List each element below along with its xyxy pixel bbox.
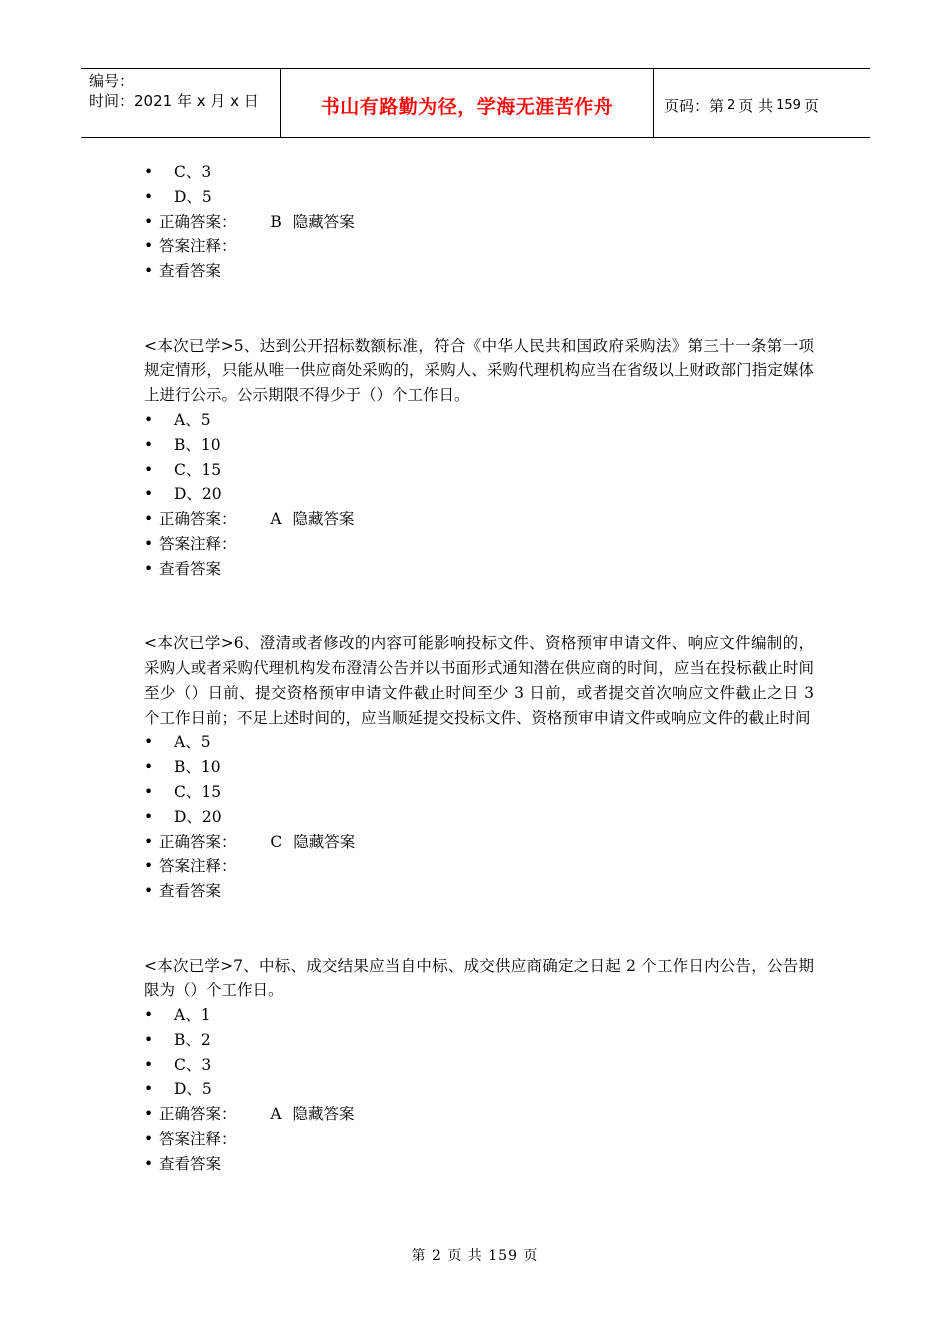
question-text: <本次已学>6、澄清或者修改的内容可能影响投标文件、资格预审申请文件、响应文件编制的，采购人或者采购代理机构发布澄清公告并以书面形式通知潜在供应商的时间，应当在投标截止时间至少（）日前、提交资格预审申请文件截止时间至少 3 日前，或者提交首次响应文件截止之日 3 个工作日前；不足上述时间的，应当顺延提交投标文件、资格预审申请文件或响应文件的截止时间	[144, 634, 814, 727]
option-text: C、15	[174, 460, 222, 479]
document-header	[81, 68, 870, 138]
note-label: 答案注释：	[159, 857, 237, 876]
bullet: •	[144, 1080, 154, 1099]
answer-value: C	[270, 832, 283, 851]
answer-note-row	[144, 532, 814, 557]
question-block	[144, 334, 814, 582]
bullet: •	[144, 485, 154, 504]
bullet: •	[144, 1030, 154, 1049]
correct-answer-row	[144, 210, 814, 235]
page-footer: 第 2 页 共 159 页	[411, 1248, 539, 1264]
answer-value: A	[270, 510, 282, 529]
view-answer-label: 查看答案	[159, 262, 222, 281]
time-label: 时间：2021 年 x 月 x 日	[89, 92, 259, 110]
bullet: •	[144, 212, 154, 231]
option-item[interactable]	[144, 1077, 814, 1102]
hide-answer-link[interactable]: 隐藏答案	[293, 832, 356, 851]
option-item[interactable]	[144, 185, 814, 210]
question-text: <本次已学>5、达到公开招标数额标准，符合《中华人民共和国政府采购法》第三十一条第一项规定情形，只能从唯一供应商处采购的，采购人、采购代理机构应当在省级以上财政部门指定媒体上进行公示。公示期限不得少于（）个工作日。	[144, 336, 814, 405]
page-suffix: 页	[803, 96, 819, 115]
view-answer-label: 查看答案	[159, 882, 222, 901]
page-prefix: 页码：第	[664, 96, 725, 115]
correct-answer-row	[144, 1102, 814, 1127]
bullet: •	[144, 534, 154, 553]
bullet: •	[144, 782, 154, 801]
option-item[interactable]	[144, 482, 814, 507]
option-text: A、5	[174, 733, 211, 752]
bullet: •	[144, 733, 154, 752]
option-item[interactable]	[144, 433, 814, 458]
option-text: C、15	[174, 782, 222, 801]
note-label: 答案注释：	[159, 534, 237, 553]
hide-answer-link[interactable]: 隐藏答案	[292, 212, 355, 231]
answer-label: 正确答案：	[159, 1105, 237, 1124]
question-block	[144, 954, 814, 1177]
answer-label: 正确答案：	[159, 212, 237, 231]
bullet: •	[144, 163, 154, 181]
option-text: D、20	[174, 807, 222, 826]
option-item[interactable]	[144, 1003, 814, 1028]
header-motto: 书山有路勤为径，学海无涯苦作舟	[281, 69, 654, 137]
bullet: •	[144, 435, 154, 454]
note-label: 答案注释：	[159, 1130, 237, 1149]
bullet: •	[144, 832, 154, 851]
bullet: •	[144, 1006, 154, 1025]
option-text: D、20	[174, 485, 222, 504]
answer-note-row	[144, 234, 814, 259]
view-answer-link[interactable]	[144, 259, 814, 284]
answer-label: 正确答案：	[159, 832, 237, 851]
hide-answer-link[interactable]: 隐藏答案	[292, 1105, 355, 1124]
option-item[interactable]	[144, 1028, 814, 1053]
answer-label: 正确答案：	[159, 510, 237, 529]
answer-value: A	[270, 1105, 282, 1124]
bullet: •	[144, 857, 154, 876]
question-block-partial	[144, 160, 814, 284]
option-text: D、5	[174, 187, 212, 206]
bullet: •	[144, 1130, 154, 1149]
bullet: •	[144, 460, 154, 479]
page-mid: 页 共	[738, 96, 774, 115]
option-text: B、10	[174, 435, 221, 454]
answer-note-row	[144, 854, 814, 879]
option-item[interactable]	[144, 730, 814, 755]
option-item[interactable]	[144, 408, 814, 433]
bullet: •	[144, 410, 154, 429]
option-text: B、2	[174, 1030, 211, 1049]
correct-answer-row	[144, 507, 814, 532]
bullet: •	[144, 758, 154, 777]
option-text: B、10	[174, 758, 221, 777]
correct-answer-row	[144, 830, 814, 855]
bullet: •	[144, 559, 154, 578]
note-label: 答案注释：	[159, 237, 237, 256]
option-text: C、3	[174, 1055, 212, 1074]
bullet: •	[144, 807, 154, 826]
view-answer-link[interactable]	[144, 1152, 814, 1177]
answer-value: B	[270, 212, 282, 231]
bullet: •	[144, 262, 154, 281]
question-text: <本次已学>7、中标、成交结果应当自中标、成交供应商确定之日起 2 个工作日内公告，公告期限为（）个工作日。	[144, 956, 814, 1000]
code-label: 编号：	[89, 72, 135, 90]
option-text: A、5	[174, 410, 211, 429]
question-block	[144, 631, 814, 904]
option-item[interactable]	[144, 780, 814, 805]
bullet: •	[144, 187, 154, 206]
option-item[interactable]	[144, 1053, 814, 1078]
header-page-info	[654, 69, 870, 137]
option-text: D、5	[174, 1080, 212, 1099]
bullet: •	[144, 1055, 154, 1074]
bullet: •	[144, 237, 154, 256]
answer-note-row	[144, 1127, 814, 1152]
page-total: 159	[776, 97, 801, 113]
question-list	[144, 160, 814, 1177]
option-item[interactable]	[144, 458, 814, 483]
bullet: •	[144, 1154, 154, 1173]
header-meta	[81, 69, 281, 137]
option-item[interactable]	[144, 805, 814, 830]
bullet: •	[144, 882, 154, 901]
view-answer-link[interactable]	[144, 879, 814, 904]
page-current: 2	[727, 97, 736, 113]
view-answer-label: 查看答案	[159, 1154, 222, 1173]
option-item[interactable]	[144, 160, 814, 185]
option-text: C、3	[174, 163, 212, 181]
option-text: A、1	[174, 1006, 211, 1025]
bullet: •	[144, 1105, 154, 1124]
hide-answer-link[interactable]: 隐藏答案	[292, 510, 355, 529]
bullet: •	[144, 510, 154, 529]
view-answer-link[interactable]	[144, 557, 814, 582]
option-item[interactable]	[144, 755, 814, 780]
view-answer-label: 查看答案	[159, 559, 222, 578]
